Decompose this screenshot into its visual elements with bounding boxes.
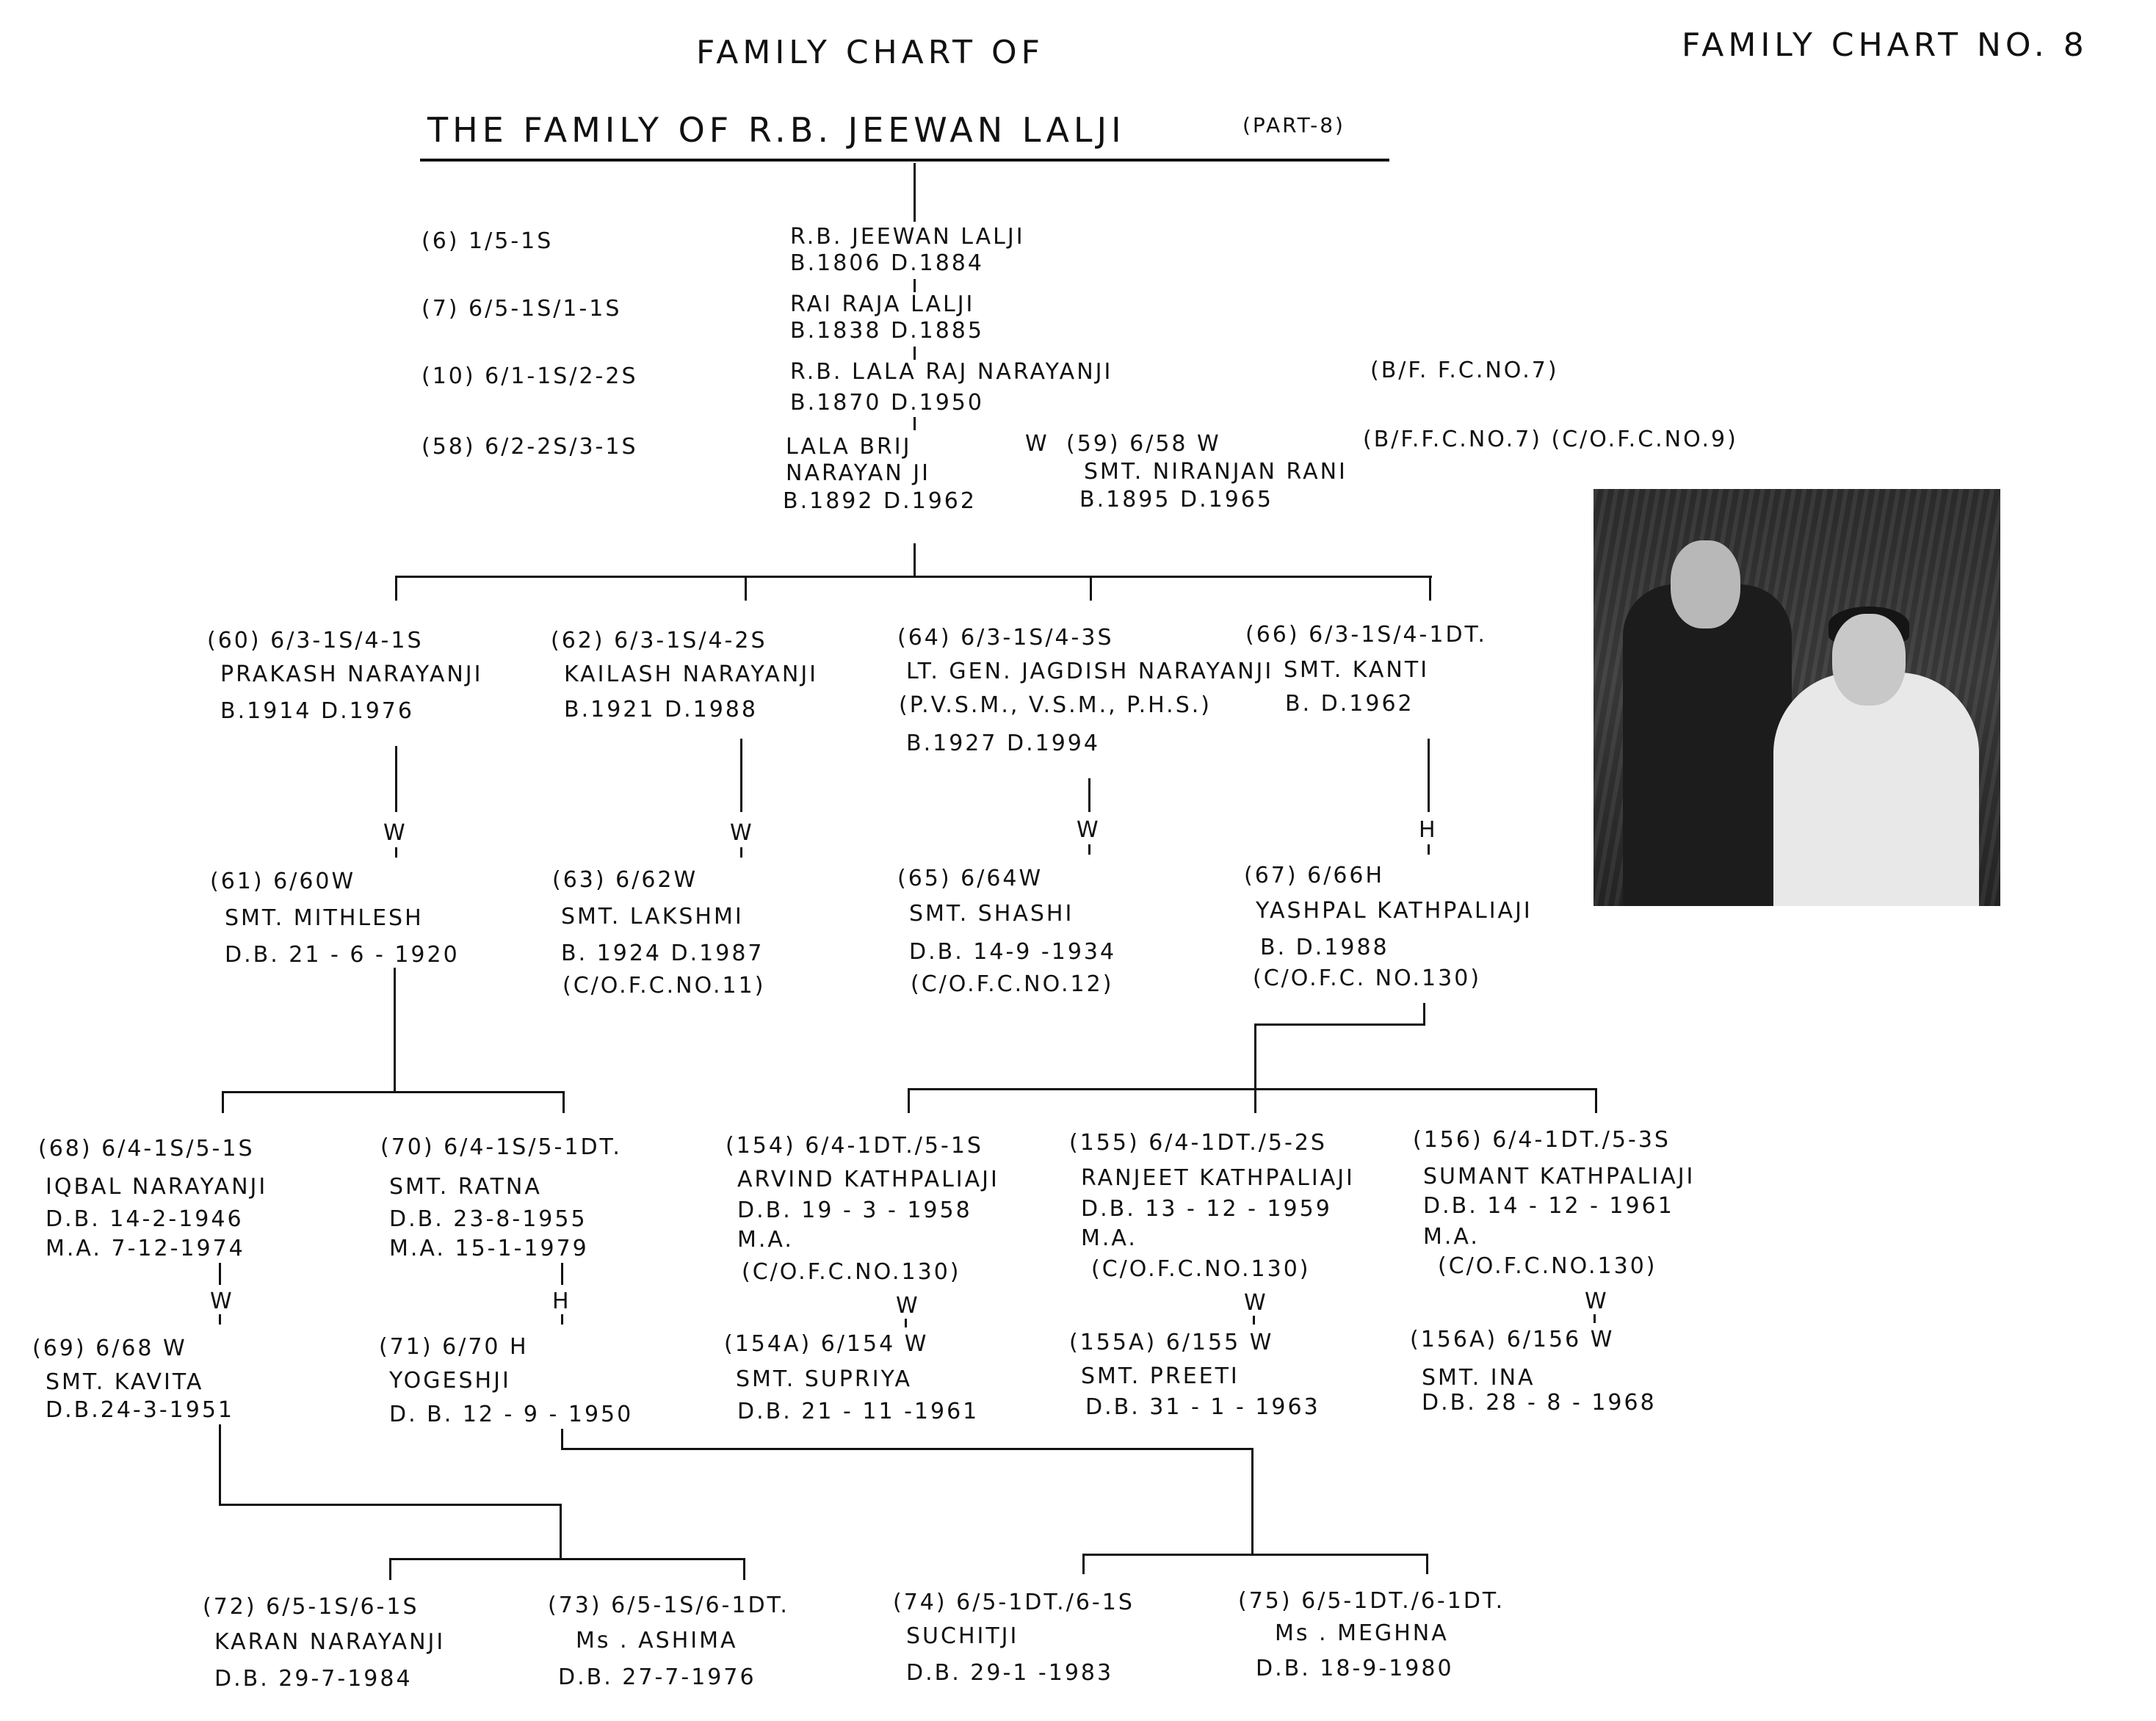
gen5-1-spouse-marker: W [210,1289,234,1314]
gen4-3-spouse-name: SMT. SHASHI [909,901,1074,927]
connector-line [1595,1088,1597,1113]
connector-line [745,576,747,601]
gen6-2-dates: D.B. 27-7-1976 [558,1664,756,1690]
connector-line [1251,1448,1254,1555]
gen5-1-spouse-dates: D.B.24-3-1951 [46,1397,235,1423]
ancestor-1-dates: B.1806 D.1884 [790,250,984,276]
gen5-2-spouse-code: (71) 6/70 H [379,1334,529,1360]
connector-line [1426,1554,1428,1574]
family-photo [1594,489,2000,906]
gen6-2-name: Ms . ASHIMA [576,1628,738,1653]
gen4-3-spouse-dates: D.B. 14-9 -1934 [909,939,1117,965]
connector-line [389,1558,391,1580]
part-label: (PART-8) [1242,113,1345,137]
connector-line [1429,576,1431,601]
ancestor-3-code: (10) 6/1-1S/2-2S [422,363,638,389]
connector-line [908,1088,910,1113]
gen5-5-spouse-marker: W [1585,1289,1609,1314]
connector-line [395,576,1432,578]
gen4-2-spouse-name: SMT. LAKSHMI [561,904,744,930]
gen5-1-dates: D.B. 14-2-1946 [46,1206,244,1232]
gen6-1-name: KARAN NARAYANJI [214,1629,446,1655]
gen4-3-spouse-code: (65) 6/64W [897,866,1043,891]
connector-line [740,739,742,812]
gen5-5-name: SUMANT KATHPALIAJI [1423,1164,1696,1189]
gen4-3-spouse-ref: (C/O.F.C.NO.12) [911,971,1114,997]
gen5-4-ref: (C/O.F.C.NO.130) [1091,1256,1311,1282]
gen5-5-dates: D.B. 14 - 12 - 1961 [1423,1193,1674,1219]
connector-line [914,543,916,577]
gen5-4-spouse-name: SMT. PREETI [1081,1363,1240,1389]
connector-line [1594,1314,1596,1323]
gen5-4-dates: D.B. 13 - 12 - 1959 [1081,1196,1332,1222]
gen5-5-code: (156) 6/4-1DT./5-3S [1413,1127,1671,1153]
gen3-wife-name: SMT. NIRANJAN RANI [1084,459,1348,485]
gen5-2-name: SMT. RATNA [389,1174,542,1200]
connector-line [222,1091,564,1093]
gen4-4-spouse-dates: B. D.1988 [1260,935,1389,960]
connector-line [740,847,742,858]
ancestor-3-ref: (B/F. F.C.NO.7) [1370,358,1559,383]
gen4-2-code: (62) 6/3-1S/4-2S [551,628,767,653]
connector-line [1082,1554,1085,1574]
connector-line [1428,844,1430,855]
gen4-1-spouse-name: SMT. MITHLESH [225,905,424,931]
gen5-1-name: IQBAL NARAYANJI [46,1174,268,1200]
gen5-4-ma: M.A. [1081,1225,1137,1251]
connector-line [561,1429,563,1449]
connector-line [1253,1316,1255,1325]
connector-line [914,279,916,292]
gen4-1-code: (60) 6/3-1S/4-1S [207,628,424,653]
chart-heading: FAMILY CHART OF [696,34,1044,71]
gen4-2-spouse-code: (63) 6/62W [552,867,698,893]
gen5-4-name: RANJEET KATHPALIAJI [1081,1165,1355,1191]
gen4-3-dates: B.1927 D.1994 [906,731,1100,756]
gen5-2-ma: M.A. 15-1-1979 [389,1236,589,1261]
gen5-5-ref: (C/O.F.C.NO.130) [1438,1253,1657,1279]
gen4-3-name: LT. GEN. JAGDISH NARAYANJI [906,659,1274,684]
ancestor-2-dates: B.1838 D.1885 [790,318,984,344]
gen4-3-spouse-marker: W [1077,817,1101,843]
gen5-3-ma: M.A. [737,1227,794,1253]
connector-line [395,746,397,812]
gen3-wife-marker: W [1025,431,1049,457]
connector-line [219,1504,561,1506]
connector-line [395,847,397,858]
connector-line [914,163,916,222]
gen5-3-code: (154) 6/4-1DT./5-1S [726,1133,983,1159]
gen5-3-ref: (C/O.F.C.NO.130) [742,1259,961,1285]
gen5-3-spouse-name: SMT. SUPRIYA [736,1366,913,1392]
gen6-3-dates: D.B. 29-1 -1983 [906,1660,1114,1686]
connector-line [561,1448,1253,1450]
gen6-4-name: Ms . MEGHNA [1275,1620,1449,1646]
gen3-code: (58) 6/2-2S/3-1S [422,434,638,460]
connector-line [1254,1023,1425,1026]
gen4-1-spouse-marker: W [383,820,408,846]
gen5-3-name: ARVIND KATHPALIAJI [737,1167,999,1192]
gen5-1-ma: M.A. 7-12-1974 [46,1236,245,1261]
gen4-1-name: PRAKASH NARAYANJI [220,662,483,687]
gen4-4-name: SMT. KANTI [1284,657,1430,683]
gen4-4-dates: B. D.1962 [1285,691,1414,717]
gen6-4-code: (75) 6/5-1DT./6-1DT. [1238,1588,1505,1614]
gen3-wife-dates: B.1895 D.1965 [1079,487,1273,512]
family-title: THE FAMILY OF R.B. JEEWAN LALJI [427,110,1126,150]
connector-line [1088,778,1090,812]
connector-line [219,1314,221,1325]
gen6-1-code: (72) 6/5-1S/6-1S [203,1594,419,1620]
connector-line [1254,1023,1256,1090]
connector-line [219,1424,221,1505]
gen5-4-spouse-code: (155A) 6/155 W [1069,1330,1274,1355]
gen3-name-line2: NARAYAN JI [786,460,930,486]
ancestor-3-name: R.B. LALA RAJ NARAYANJI [790,359,1113,385]
gen5-2-code: (70) 6/4-1S/5-1DT. [380,1134,622,1160]
gen5-2-spouse-dates: D. B. 12 - 9 - 1950 [389,1402,634,1427]
connector-line [905,1319,907,1327]
gen3-wife-code: (59) 6/58 W [1066,431,1221,457]
gen4-2-spouse-marker: W [730,820,754,846]
gen5-2-spouse-marker: H [552,1289,571,1314]
gen5-2-spouse-name: YOGESHJI [389,1368,511,1394]
gen6-4-dates: D.B. 18-9-1980 [1256,1656,1454,1681]
gen4-3-code: (64) 6/3-1S/4-3S [897,625,1114,651]
gen4-4-code: (66) 6/3-1S/4-1DT. [1245,622,1487,648]
connector-line [1423,1003,1425,1025]
gen5-1-spouse-code: (69) 6/68 W [32,1336,187,1361]
gen5-4-spouse-dates: D.B. 31 - 1 - 1963 [1085,1394,1320,1420]
gen5-3-dates: D.B. 19 - 3 - 1958 [737,1198,972,1223]
gen4-3-extra: (P.V.S.M., V.S.M., P.H.S.) [899,692,1212,718]
gen5-1-spouse-name: SMT. KAVITA [46,1369,204,1395]
ancestor-2-name: RAI RAJA LALJI [790,291,975,317]
connector-line [1088,844,1090,855]
connector-line [1428,739,1430,812]
gen5-3-spouse-marker: W [896,1293,920,1319]
gen4-1-spouse-dates: D.B. 21 - 6 - 1920 [225,942,460,968]
gen3-ref: (B/F.F.C.NO.7) (C/O.F.C.NO.9) [1363,427,1738,452]
ancestor-1-name: R.B. JEEWAN LALJI [790,224,1025,250]
connector-line [219,1263,221,1285]
connector-line [222,1091,224,1113]
gen6-2-code: (73) 6/5-1S/6-1DT. [548,1593,789,1618]
gen4-4-spouse-code: (67) 6/66H [1244,863,1385,888]
gen5-4-spouse-marker: W [1244,1290,1268,1316]
connector-line [1082,1554,1428,1556]
ancestor-1-code: (6) 1/5-1S [422,228,554,254]
connector-line [743,1558,745,1580]
gen5-3-spouse-dates: D.B. 21 - 11 -1961 [737,1399,980,1424]
connector-line [1090,576,1092,601]
gen3-name-line1: LALA BRIJ [786,434,912,460]
gen4-2-spouse-dates: B. 1924 D.1987 [561,941,764,966]
chart-number: FAMILY CHART NO. 8 [1682,26,2088,64]
gen5-5-spouse-code: (156A) 6/156 W [1410,1327,1615,1352]
connector-line [1254,1088,1256,1113]
gen5-5-spouse-dates: D.B. 28 - 8 - 1968 [1422,1390,1657,1416]
gen4-2-dates: B.1921 D.1988 [564,697,758,722]
gen4-2-name: KAILASH NARAYANJI [564,662,819,687]
connector-line [561,1314,563,1325]
gen5-5-ma: M.A. [1423,1224,1480,1250]
connector-line [562,1091,565,1113]
gen5-3-spouse-code: (154A) 6/154 W [724,1331,929,1357]
gen4-4-spouse-ref: (C/O.F.C. NO.130) [1253,965,1482,991]
gen4-2-spouse-ref: (C/O.F.C.NO.11) [562,973,766,999]
gen5-4-code: (155) 6/4-1DT./5-2S [1069,1130,1327,1156]
gen6-3-code: (74) 6/5-1DT./6-1S [893,1590,1135,1615]
ancestor-2-code: (7) 6/5-1S/1-1S [422,296,622,322]
gen3-dates: B.1892 D.1962 [783,488,977,514]
title-underline [420,159,1389,162]
connector-line [389,1558,745,1560]
gen4-4-spouse-name: YASHPAL KATHPALIAJI [1256,898,1533,924]
connector-line [914,347,916,360]
gen4-1-dates: B.1914 D.1976 [220,698,414,724]
ancestor-3-dates: B.1870 D.1950 [790,390,984,416]
gen4-4-spouse-marker: H [1419,817,1438,843]
connector-line [560,1504,562,1559]
connector-line [394,968,396,1093]
connector-line [914,417,916,430]
connector-line [908,1088,1596,1090]
connector-line [395,576,397,601]
gen6-3-name: SUCHITJI [906,1623,1019,1649]
gen4-1-spouse-code: (61) 6/60W [210,869,356,894]
connector-line [561,1263,563,1285]
gen5-5-spouse-name: SMT. INA [1422,1365,1535,1391]
gen5-2-dates: D.B. 23-8-1955 [389,1206,587,1232]
gen6-1-dates: D.B. 29-7-1984 [214,1666,413,1692]
gen5-1-code: (68) 6/4-1S/5-1S [38,1136,255,1162]
